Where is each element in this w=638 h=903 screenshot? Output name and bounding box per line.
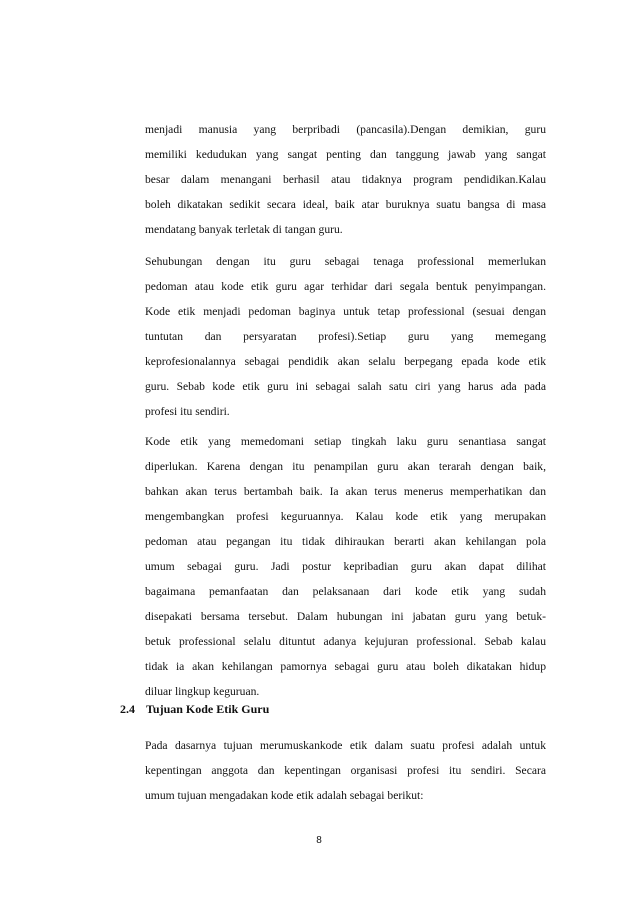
text-line: pedoman atau kode etik guru agar terhidar dari segala bentuk penyimpangan. bbox=[145, 280, 546, 293]
section-title: Tujuan Kode Etik Guru bbox=[146, 702, 270, 716]
section-heading bbox=[120, 699, 269, 719]
text-line: umum sebagai guru. Jadi postur kepribadian guru akan dapat dilihat bbox=[145, 560, 546, 573]
text-line: kepentingan anggota dan kepentingan organisasi profesi itu sendiri. Secara bbox=[145, 764, 546, 777]
text-line: pedoman atau pegangan itu tidak dihiraukan berarti akan kehilangan pola bbox=[145, 535, 546, 548]
text-line: memiliki kedudukan yang sangat penting dan tanggung jawab yang sangat bbox=[145, 148, 546, 161]
text-line: profesi itu sendiri. bbox=[145, 405, 230, 418]
text-line: diluar lingkup keguruan. bbox=[145, 685, 260, 698]
text-line: menjadi manusia yang berpribadi (pancasila).Dengan demikian, guru bbox=[145, 123, 546, 136]
text-line: tuntutan dan persyaratan profesi).Setiap guru yang memegang bbox=[145, 330, 546, 343]
text-line: guru. Sebab kode etik guru ini sebagai salah satu ciri yang harus ada pada bbox=[145, 380, 546, 393]
text-line: bahkan akan terus bertambah baik. Ia akan terus menerus memperhatikan dan bbox=[145, 485, 546, 498]
text-line: mengembangkan profesi keguruannya. Kalau kode etik yang merupakan bbox=[145, 510, 546, 523]
page-number: 8 bbox=[316, 835, 322, 846]
text-line: diperlukan. Karena dengan itu penampilan guru akan terarah dengan baik, bbox=[145, 460, 546, 473]
text-line: Kode etik menjadi pedoman baginya untuk tetap professional (sesuai dengan bbox=[145, 305, 546, 318]
text-line: keprofesionalannya sebagai pendidik akan selalu berpegang epada kode etik bbox=[145, 355, 546, 368]
text-line: mendatang banyak terletak di tangan guru. bbox=[145, 223, 343, 236]
text-line: betuk professional selalu dituntut adanya kejujuran professional. Sebab kalau bbox=[145, 635, 546, 648]
section-number: 2.4 bbox=[120, 702, 135, 716]
text-line: Sehubungan dengan itu guru sebagai tenaga professional memerlukan bbox=[145, 255, 546, 268]
text-line: disepakati bersama tersebut. Dalam hubungan ini jabatan guru yang betuk- bbox=[145, 610, 546, 623]
text-line: Kode etik yang memedomani setiap tingkah laku guru senantiasa sangat bbox=[145, 435, 546, 448]
text-line: tidak ia akan kehilangan pamornya sebagai guru atau boleh dikatakan hidup bbox=[145, 660, 546, 673]
text-line: boleh dikatakan sedikit secara ideal, baik atar buruknya suatu bangsa di masa bbox=[145, 198, 546, 211]
text-line: umum tujuan mengadakan kode etik adalah sebagai berikut: bbox=[145, 789, 424, 802]
text-line: besar dalam menangani berhasil atau tidaknya program pendidikan.Kalau bbox=[145, 173, 546, 186]
text-line: bagaimana pemanfaatan dan pelaksanaan dari kode etik yang sudah bbox=[145, 585, 546, 598]
text-line: Pada dasarnya tujuan merumuskankode etik dalam suatu profesi adalah untuk bbox=[145, 739, 546, 752]
